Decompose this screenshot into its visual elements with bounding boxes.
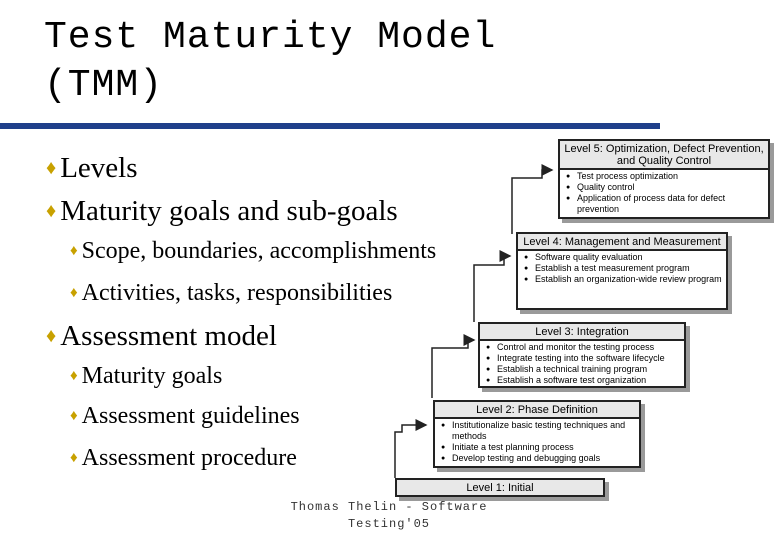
diamond-bullet-icon: ♦ <box>70 285 78 301</box>
diamond-bullet-icon: ♦ <box>46 157 57 179</box>
level2-item: ● Institutionalize basic testing techniques and methods <box>441 420 635 442</box>
footer-line1: Thomas Thelin - Software <box>290 500 488 514</box>
level5-item: ● Quality control <box>566 182 764 193</box>
bullet-text: Activities, tasks, responsibilities <box>81 280 393 306</box>
level3-item: ● Integrate testing into the software lifecycle <box>486 353 680 364</box>
slide-title-line1: Test Maturity Model <box>44 16 497 59</box>
level2-item: ● Initiate a test planning process <box>441 442 635 453</box>
level3-item: ● Establish a technical training program <box>486 364 680 375</box>
level4-item: ● Software quality evaluation <box>524 252 722 263</box>
level1-box <box>395 478 605 497</box>
level3-title: Level 3: Integration <box>480 324 684 341</box>
level1-title: Level 1: Initial <box>397 480 603 495</box>
diamond-bullet-icon: ♦ <box>70 408 78 424</box>
diamond-bullet-icon: ♦ <box>70 243 78 259</box>
bullet-text: Maturity goals <box>81 363 223 389</box>
level4-title: Level 4: Management and Measurement <box>518 234 726 251</box>
bullet-text: Assessment model <box>60 320 277 352</box>
level2-title: Level 2: Phase Definition <box>435 402 639 419</box>
level4-item: ● Establish a test measurement program <box>524 263 722 274</box>
level3-item: ● Establish a software test organization <box>486 375 680 386</box>
bullet-text: Maturity goals and sub-goals <box>60 195 398 227</box>
level4-item: ● Establish an organization-wide review program <box>524 274 722 285</box>
level5-title: Level 5: Optimization, Defect Prevention, and Quality Control <box>560 141 768 170</box>
footer-caption <box>284 499 494 533</box>
diamond-bullet-icon: ♦ <box>70 450 78 466</box>
bullet-text: Levels <box>60 152 138 184</box>
level5-box <box>558 139 770 219</box>
bullet-text: Scope, boundaries, accomplishments <box>81 238 437 264</box>
diamond-bullet-icon: ♦ <box>70 368 78 384</box>
diamond-bullet-icon: ♦ <box>46 325 57 347</box>
level5-item: ● Application of process data for defect prevention <box>566 193 764 215</box>
level4-box <box>516 232 728 310</box>
footer-line2: Testing'05 <box>347 517 430 531</box>
slide-title-line2: (TMM) <box>44 64 164 107</box>
level2-box <box>433 400 641 468</box>
level3-item: ● Control and monitor the testing process <box>486 342 680 353</box>
level2-item: ● Develop testing and debugging goals <box>441 453 635 464</box>
level5-item: ● Test process optimization <box>566 171 764 182</box>
diamond-bullet-icon: ♦ <box>46 200 57 222</box>
bullet-text: Assessment procedure <box>81 445 297 471</box>
bullet-text: Assessment guidelines <box>81 403 300 429</box>
level3-box <box>478 322 686 388</box>
